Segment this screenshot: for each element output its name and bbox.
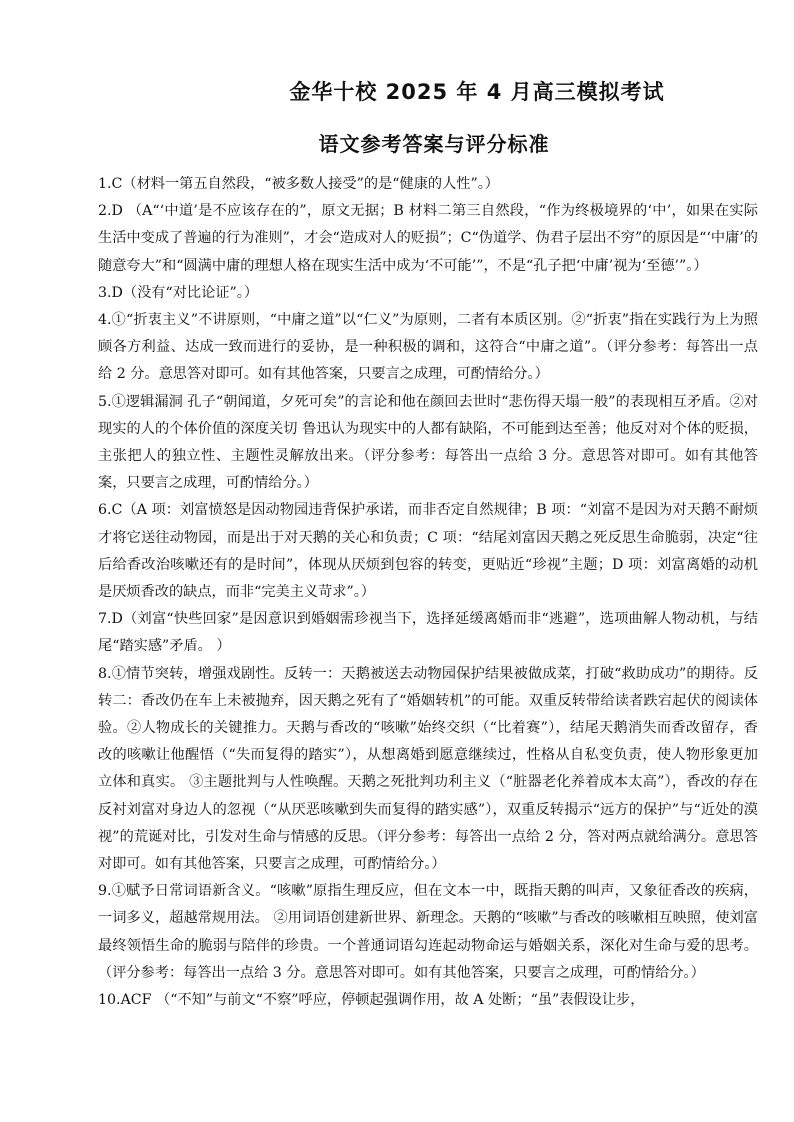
- answer-q9: 9.①赋予日常词语新含义。“咳嗽”原指生理反应，但在文本一中，既指天鹅的叫声，又象征香改的疾病，一词多义，超越常规用法。 ②用词语创建新世界、新理念。天鹅的“咳嗽”与香改的咳嗽相互映照，使刘富最终领悟生命的脆弱与陪伴的珍贵。一个普通词语勾连起动物命运与婚姻关系，深化对生命与爱的思考。（评分参考：每答出一点给 3 分。意思答对即可。如有其他答案，只要言之成理，可酌情给分。）: [98, 883, 758, 981]
- answer-q5: 5.①逻辑漏洞 孔子“朝闻道，夕死可矣”的言论和他在颜回去世时“悲伤得天塌一般”的表现相互矛盾。②对现实的人的个体价值的深度关切 鲁迅认为现实中的人都有缺陷，不可能到达至善；他反对对个体的贬损，主张把人的独立性、主题性灵解放出来。（评分参考：每答出一点给 3 分。意思答对即可。如有其他答案，只要言之成理，可酌情给分。）: [98, 393, 758, 492]
- exam-title: 金华十校 2025 年 4 月高三模拟考试: [289, 80, 665, 104]
- answer-q3: 3.D（没有“对比论证”。）: [98, 284, 259, 301]
- answer-q7: 7.D（刘富“快些回家”是因意识到婚姻需珍视当下，选择延缓离婚而非“逃避”，选项曲解人物动机，与结尾“踏实感”矛盾。 ）: [98, 611, 758, 655]
- answer-q8: 8.①情节突转，增强戏剧性。反转一：天鹅被送去动物园保护结果被做成菜，打破“救助成功”的期待。反转二：香改仍在车上未被抛弃，因天鹅之死有了“婚姻转机”的可能。双重反转带给读者跌宕起伏的阅读体验。②人物成长的关键推力。天鹅与香改的“咳嗽”始终交织（“比着赛”），结尾天鹅消失而香改留存，香改的咳嗽让他醒悟（“失而复得的踏实”），从想离婚到愿意继续过，性格从自私变负责，使人物形象更加立体和真实。 ③主题批判与人性唤醒。天鹅之死批判功利主义（“脏器老化养着成本太高”），香改的存在反衬刘富对身边人的忽视（“从厌恶咳嗽到失而复得的踏实感”），双重反转揭示“远方的保护”与“近处的漠视”的荒诞对比，引发对生命与情感的反思。（评分参考：每答出一点给 2 分，答对两点就给满分。意思答对即可。如有其他答案，只要言之成理，可酌情给分。）: [98, 665, 758, 873]
- answer-q4: 4.①“折衷主义”不讲原则，“中庸之道”以“仁义”为原则，二者有本质区别。②“折衷”指在实践行为上为照顾各方利益、达成一致而进行的妥协，是一种积极的调和，这符合“中庸之道”。（评分参考：每答出一点给 2 分。意思答对即可。如有其他答案，只要言之成理，可酌情给分。）: [98, 312, 758, 383]
- answer-list: [98, 171, 758, 1014]
- answer-q1: 1.C（材料一第五自然段，“被多数人接受”的是“健康的人性”。）: [98, 176, 499, 192]
- answer-q2: 2.D （A“‘中道’是不应该存在的”，原文无据；B 材料二第三自然段，“作为终极境界的‘中’，如果在实际生活中变成了普遍的行为准则”，才会“造成对人的贬损”；C“伪道学、伪君子层出不穷”的原因是“‘中庸’的随意夸大”和“圆满中庸的理想人格在现实生活中成为‘不可能’”，不是“孔子把‘中庸’视为‘至德’”。）: [98, 203, 758, 274]
- answer-q10: 10.ACF （“不知”与前文“不察”呼应，停顿起强调作用，故 A 处断；“虽”表假设让步，: [98, 992, 645, 1009]
- answer-key-title: 语文参考答案与评分标准: [318, 132, 550, 156]
- answer-q6: 6.C（A 项：刘富愤怒是因动物园违背保护承诺，而非否定自然规律；B 项：“刘富不是因为对天鹅不耐烦才将它送往动物园，而是出于对天鹅的关心和负责；C 项：“结尾刘富因天鹅之死反思生命脆弱，决定“往后给香改治咳嗽还有的是时间”，体现从厌烦到包容的转变，更贴近“珍视”主题；D 项：刘富离婚的动机是厌烦香改的缺点，而非“完美主义苛求”。）: [98, 502, 758, 601]
